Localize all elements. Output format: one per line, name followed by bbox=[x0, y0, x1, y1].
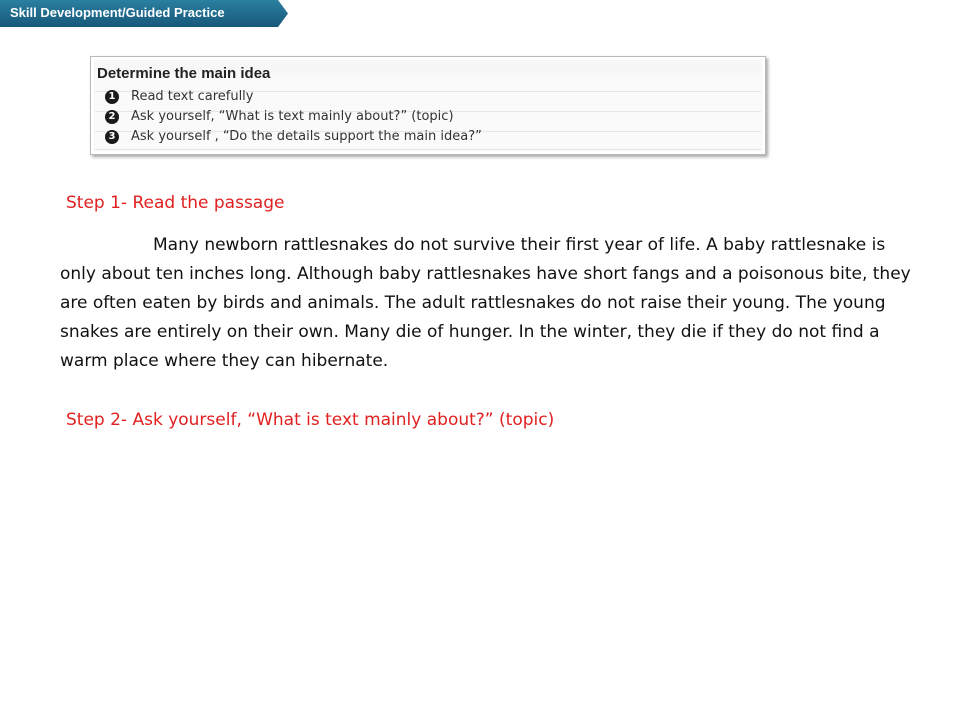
step-1-heading: Step 1- Read the passage bbox=[66, 193, 285, 213]
number-3-icon: 3 bbox=[105, 130, 119, 144]
step-item-text: Read text carefully bbox=[131, 89, 254, 104]
number-1-icon: 1 bbox=[105, 90, 119, 104]
reading-passage: Many newborn rattlesnakes do not survive their first year of life. A baby rattlesnake is only about ten inches long. Although baby rattlesnakes have short fangs and a poisonous bite, they are often eaten by birds and animals. The adult rattlesnakes do not raise their young. The young snakes are entirely on their own. Many die of hunger. In the winter, they die if they do not find a warm place where they can hibernate. bbox=[60, 235, 911, 371]
section-banner bbox=[0, 0, 288, 27]
step-item-3 bbox=[105, 127, 482, 146]
step-item-text: Ask yourself, “What is text mainly about?” (topic) bbox=[131, 109, 454, 124]
banner-label: Skill Development/Guided Practice bbox=[10, 5, 225, 20]
step-item-2 bbox=[105, 107, 454, 126]
step-item-1 bbox=[105, 87, 254, 106]
step-2-heading: Step 2- Ask yourself, “What is text mainly about?” (topic) bbox=[66, 410, 555, 430]
main-idea-steps-box bbox=[90, 56, 766, 155]
steps-title: Determine the main idea bbox=[97, 65, 271, 82]
step-item-text: Ask yourself , “Do the details support the main idea?” bbox=[131, 129, 482, 144]
number-2-icon: 2 bbox=[105, 110, 119, 124]
